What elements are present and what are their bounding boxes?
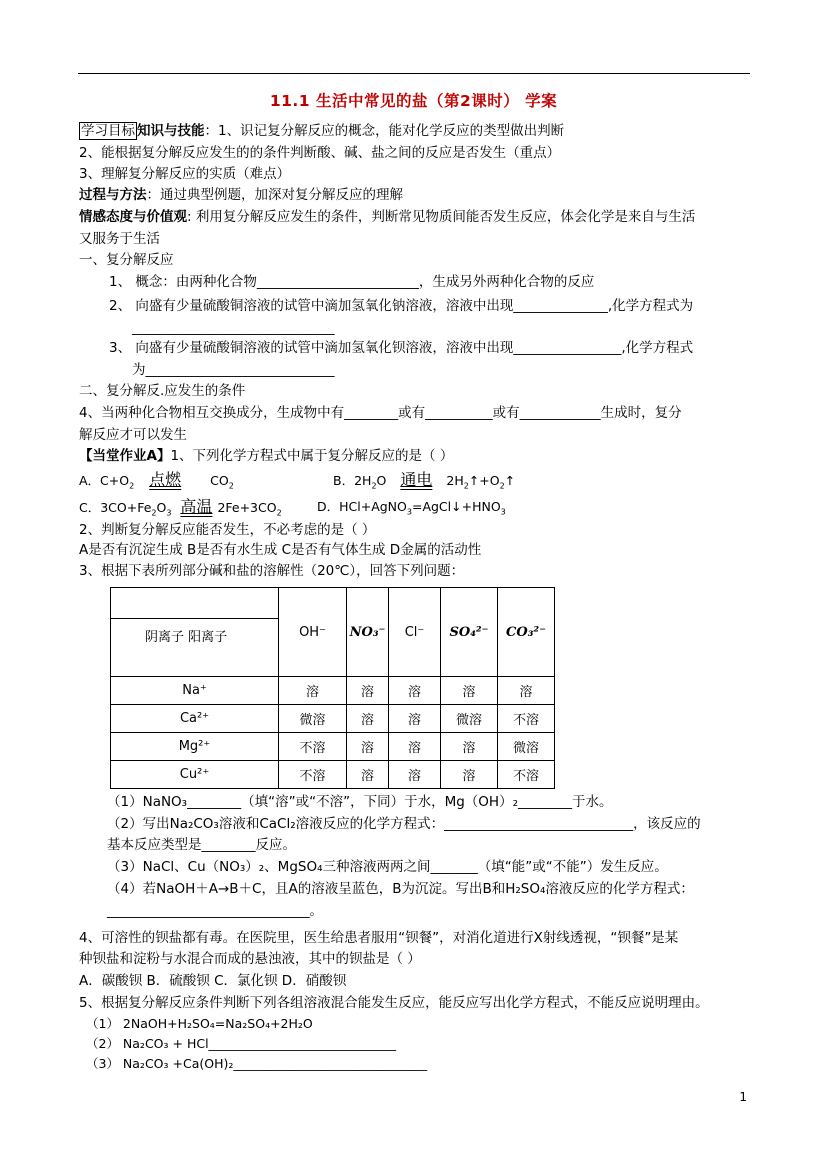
subq-2a: （2）写出Na₂CO₃溶液和CaCl₂溶液反应的化学方程式：____________________________，该反应的 [107, 816, 701, 832]
goals-line1 [79, 121, 564, 141]
table-cell: 溶 [347, 733, 389, 761]
table-header-cell: SO₄²⁻ [441, 588, 498, 677]
table-cation-cell: Ca²⁺ [111, 705, 279, 733]
table-row [111, 761, 555, 789]
table-cell: 溶 [441, 677, 498, 705]
subq-2b: 基本反应类型是________反应。 [107, 837, 296, 853]
table-cell: 不溶 [498, 705, 555, 733]
homework-q3: 3、根据下表所列部分碱和盐的溶解性（20℃），回答下列问题： [79, 563, 465, 579]
page-number: 1 [739, 1090, 747, 1104]
corner-divider [111, 618, 278, 619]
table-cell: 微溶 [498, 733, 555, 761]
q4-options: A．碳酸钡 B．硫酸钡 C．氯化钡 D．硝酸钡 [79, 973, 347, 989]
table-cell: 溶 [498, 677, 555, 705]
table-cell: 不溶 [279, 761, 347, 789]
q5-item2: （2） Na₂CO₃ + HCl______________________________ [86, 1036, 397, 1051]
section1-item1: 1、 概念：由两种化合物________________________，生成另外两种化合物的反应 [109, 274, 595, 290]
emotion-line [79, 207, 695, 227]
table-cation-cell: Mg²⁺ [111, 733, 279, 761]
q4-line-b: 种钡盐和淀粉与水混合而成的悬浊液，其中的钡盐是（ ） [79, 951, 421, 967]
table-header-cell: OH⁻ [279, 588, 347, 677]
q1-option-d: D．$HCl+AgNO_3=AgCl↓+HNO_3$ [317, 499, 506, 517]
q5-stem: 5、根据复分解反应条件判断下列各组溶液混合能发生反应，能反应写出化学方程式，不能反应说明理由。 [79, 995, 709, 1011]
emotion-text: : 利用复分解反应发生的条件，判断常见物质间能否发生反应，体会化学是来自与生活 [187, 209, 696, 225]
table-corner-label: 阴离子 阳离子 [145, 630, 228, 645]
table-cell: 微溶 [279, 705, 347, 733]
homework-q1: 1、下列化学方程式中属于复分解反应的是（ ） [170, 448, 454, 464]
q1-option-c-condition: 高温 [180, 497, 213, 516]
subq-4a: （4）若NaOH＋A→B＋C，且A的溶液呈蓝色，B为沉淀。写出B和H₂SO₄溶液反应的化学方程式： [107, 881, 694, 897]
q1-option-b-prod2: ↑+O [468, 473, 500, 488]
q4-line-a: 4、可溶性的钡盐都有毒。在医院里，医生给患者服用“钡餐”，对消化道进行X射线透视，“钡餐”是某 [79, 930, 679, 946]
knowledge-label: 知识与技能 [137, 123, 205, 139]
q1-option-b-mid: O [376, 473, 387, 488]
table-cell: 溶 [279, 677, 347, 705]
process-text: ：通过典型例题，加深对复分解反应的理解 [146, 187, 403, 203]
q5-item1: （1） 2NaOH+H₂SO₄=Na₂SO₄+2H₂O [86, 1016, 313, 1031]
section2-heading: 二、复分解反.应发生的条件 [79, 383, 246, 399]
q5-item3: （3） Na₂CO₃ +Ca(OH)₂_______________________________ [86, 1056, 428, 1071]
table-row [111, 733, 555, 761]
table-header-cell: NO₃⁻ [347, 588, 389, 677]
q1-option-b-text: B．2H [333, 473, 372, 488]
q1-option-b-condition: 通电 [400, 470, 433, 489]
table-cell: 不溶 [279, 733, 347, 761]
section1-item2: 2、 向盛有少量硫酸铜溶液的试管中滴加氢氧化钠溶液，溶液中出现______________,化学方程式为 [109, 298, 694, 314]
table-corner-cell [111, 588, 279, 677]
q1-option-b: B．$2H_2O$ 通电 $2H_2↑+O_2↑$ [333, 470, 516, 491]
table-header-row [111, 588, 555, 677]
table-cell: 溶 [389, 677, 441, 705]
subq-4b: ______________________________。 [107, 903, 323, 919]
section2-item4a: 4、当两种化合物相互交换成分，生成物中有________或有__________或有____________生成时，复分 [79, 405, 682, 421]
table-cell: 溶 [347, 677, 389, 705]
table-cell: 溶 [389, 705, 441, 733]
emotion-label: 情感态度与价值观 [79, 209, 187, 225]
q1-option-a-condition: 点燃 [149, 470, 182, 489]
q1-options-cd: C．$3CO+Fe_2O_3$ 高温 $2Fe+3CO_2$ D．$HCl+AgNO_3=AgCl↓+HNO_3$ [79, 497, 282, 524]
table-row [111, 705, 555, 733]
goals-line2: 2、能根据复分解反应发生的的条件判断酸、碱、盐之间的反应是否发生（重点） [79, 145, 561, 161]
homework-q1-line [79, 446, 453, 466]
table-cation-cell: Na⁺ [111, 677, 279, 705]
goals-box-label: 学习目标 [81, 123, 135, 139]
table-cell: 溶 [441, 761, 498, 789]
page-title: 11.1 生活中常见的盐（第2课时） 学案 [269, 92, 558, 110]
table-cell: 溶 [389, 733, 441, 761]
table-cell: 溶 [441, 733, 498, 761]
q1-option-b-prod3: ↑ [504, 473, 516, 488]
homework-q2: 2、判断复分解反应能否发生，不必考虑的是（ ） [79, 522, 376, 538]
q1-option-d-prod: =AgCl↓+HNO [411, 499, 501, 514]
table-row [111, 677, 555, 705]
solubility-table [110, 587, 555, 789]
table-cell: 溶 [389, 761, 441, 789]
q1-option-d-text: D．HCl+AgNO [317, 499, 407, 514]
homework-q2-options: A是否有沉淀生成 B是否有水生成 C是否有气体生成 D金属的活动性 [79, 542, 482, 558]
table-header-cell: Cl⁻ [389, 588, 441, 677]
q1-option-c-product: 2Fe+3CO [217, 500, 277, 515]
goals-line3: 3、理解复分解反应的实质（难点） [79, 166, 291, 182]
table-cation-cell: Cu²⁺ [111, 761, 279, 789]
subq-3: （3）NaCl、Cu（NO₃）₂、MgSO₄三种溶液两两之间_______（填“能”或“不能”）发生反应。 [107, 859, 668, 875]
homework-label: 【当堂作业A】 [79, 448, 171, 464]
table-cell: 不溶 [498, 761, 555, 789]
table-cell: 溶 [347, 761, 389, 789]
section2-item4b: 解反应才可以发生 [79, 427, 187, 443]
process-line [79, 185, 403, 205]
subq-1: （1）NaNO₃________（填“溶”或“不溶”，下同）于水，Mg（OH）₂________于水。 [107, 794, 613, 810]
section1-item3: 3、 向盛有少量硫酸铜溶液的试管中滴加氢氧化钡溶液，溶液中出现________________,化学方程式 [109, 340, 694, 356]
emotion-line2: 又服务于生活 [79, 231, 160, 247]
table-cell: 微溶 [441, 705, 498, 733]
table-cell: 溶 [347, 705, 389, 733]
q1-option-c-mid: O [156, 500, 167, 515]
header-rule [78, 73, 750, 74]
section1-item2b: ______________________________ [132, 320, 335, 336]
q1-options-ab: A．$C+O_2$ 点燃 $CO_2$ B．$2H_2O$ 通电 $2H_2↑+O_2↑$ [79, 470, 234, 497]
q1-option-c: C．3CO+Fe [79, 500, 152, 515]
goals-line1-text: ：1、识记复分解反应的概念，能对化学反应的类型做出判断 [204, 123, 565, 139]
process-label: 过程与方法 [79, 187, 147, 203]
q1-option-a-product: CO [210, 473, 229, 488]
section1-item3b: 为____________________________ [132, 362, 335, 378]
section1-heading: 一、复分解反应 [79, 252, 174, 268]
table-header-cell: CO₃²⁻ [498, 588, 555, 677]
q1-option-a: A．C+O [79, 473, 130, 488]
q1-option-b-prod: 2H [446, 473, 464, 488]
